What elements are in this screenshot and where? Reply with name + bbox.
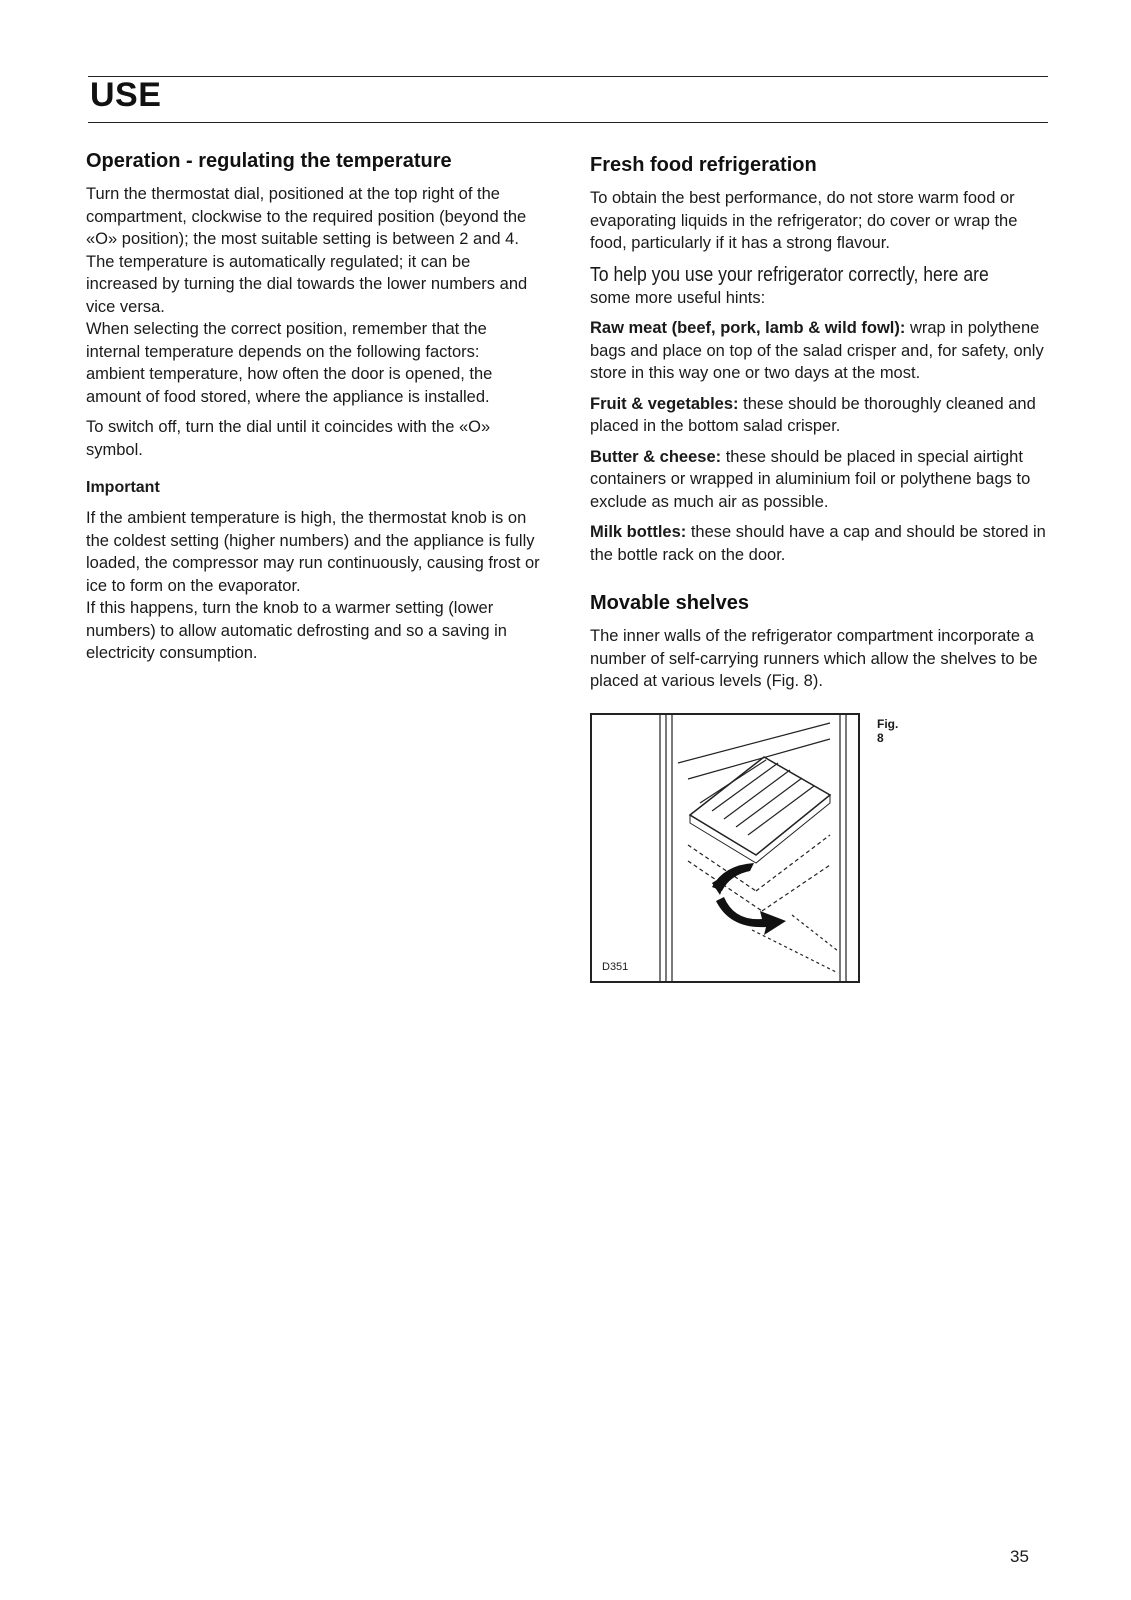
header-rule-top: [88, 76, 1048, 77]
left-column: [86, 150, 541, 665]
operation-heading: Operation - regulating the temperature: [86, 150, 452, 172]
hint-fruit-vegetables: [590, 393, 1050, 438]
hint-milk-bottles-text: these should have a cap and should be stored in the bottle rack on the door.: [590, 523, 1046, 564]
operation-paragraph-1: Turn the thermostat dial, positioned at the top right of the compartment, clockwise to the required position (beyond the «O» position); the most suitable setting is between 2 and 4.: [86, 185, 527, 248]
hint-milk-bottles: [590, 521, 1050, 566]
shelf-illustration: [592, 715, 858, 981]
important-heading: Important: [86, 479, 160, 496]
hint-butter-cheese: [590, 446, 1050, 514]
hint-fruit-vegetables-text: these should be thoroughly cleaned and placed in the bottom salad crisper.: [590, 394, 1036, 435]
right-column: [590, 154, 1050, 983]
hint-milk-bottles-term: Milk bottles:: [590, 523, 687, 541]
header-rule-bottom: [88, 122, 1048, 123]
fresh-food-heading: Fresh food refrigeration: [590, 154, 817, 176]
figure-label: Fig. 8: [877, 716, 899, 745]
movable-shelves-paragraph: The inner walls of the refrigerator compartment incorporate a number of self-carrying runners which allow the shelves to be placed at various levels (Fig. 8).: [590, 627, 1038, 690]
hint-butter-cheese-term: Butter & cheese:: [590, 447, 722, 466]
hint-raw-meat-text: wrap in polythene bags and place on top of the salad crisper and, for safety, only store in this way one or two days at the most.: [590, 319, 1044, 382]
important-paragraph-1: If the ambient temperature is high, the thermostat knob is on the coldest setting (higher numbers) and the appliance is fully loaded, the compressor may run continuously, causing frost or ice to form on the evaporator.: [86, 509, 540, 595]
hints-sub: some more useful hints:: [590, 288, 766, 307]
section-title: USE: [90, 76, 162, 114]
operation-paragraph-4: To switch off, turn the dial until it coincides with the «O» symbol.: [86, 418, 491, 459]
hint-raw-meat: [590, 317, 1050, 385]
hint-fruit-vegetables-term: Fruit & vegetables:: [590, 394, 739, 413]
hint-raw-meat-term: Raw meat (beef, pork, lamb & wild fowl):: [590, 319, 906, 337]
fresh-food-paragraph: To obtain the best performance, do not store warm food or evaporating liquids in the refrigerator; do cover or wrap the food, particularly if it has a strong flavour.: [590, 189, 1018, 252]
hints-lead: To help you use your refrigerator correctly, here are: [590, 263, 989, 286]
operation-paragraph-3: When selecting the correct position, remember that the internal temperature depends on the following factors: ambient temperature, how often the door is opened, the amount of food stored, where the appliance is installed.: [86, 320, 493, 406]
hint-butter-cheese-text: these should be placed in special airtight containers or wrapped in aluminium foil or polythene bags to exclude as much air as possible.: [590, 447, 1031, 511]
page-number: 35: [1010, 1547, 1029, 1566]
movable-shelves-heading: Movable shelves: [590, 592, 749, 614]
operation-paragraph-2: The temperature is automatically regulated; it can be increased by turning the dial towards the lower numbers and vice versa.: [86, 252, 528, 316]
figure-code: D351: [602, 960, 629, 973]
important-paragraph-2: If this happens, turn the knob to a warmer setting (lower numbers) to allow automatic defrosting and so a saving in electricity consumption.: [86, 599, 507, 662]
figure-shelves: [590, 713, 899, 983]
